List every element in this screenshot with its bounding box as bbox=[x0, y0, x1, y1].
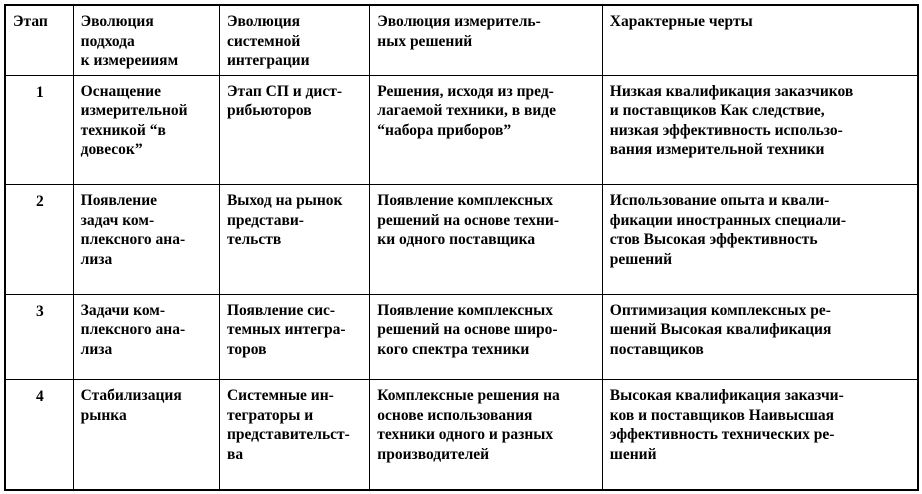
column-header-features: Характерные черты bbox=[602, 5, 918, 75]
cell-integration: Этап СП и дист- рибьюторов bbox=[219, 75, 369, 185]
table-row bbox=[5, 75, 918, 185]
column-header-integration: Эволюция системной интеграции bbox=[219, 5, 369, 75]
cell-features: Использование опыта и квали- фикации иностранных специали- стов Высокая эффективность решений bbox=[602, 185, 918, 295]
cell-approach: Появление задач ком- плексного ана- лиза bbox=[73, 185, 219, 295]
column-header-measurement: Эволюция измеритель- ных решений bbox=[370, 5, 603, 75]
cell-stage: 3 bbox=[5, 294, 73, 380]
cell-features: Низкая квалификация заказчиков и поставщиков Как следствие, низкая эффективность использо- вания измерительной техники bbox=[602, 75, 918, 185]
cell-measurement: Комплексные решения на основе использования техники одного и разных производителей bbox=[370, 380, 603, 490]
cell-features: Оптимизация комплексных ре- шений Высокая квалификация поставщиков bbox=[602, 294, 918, 380]
cell-integration: Появление сис- темных интегра- торов bbox=[219, 294, 369, 380]
cell-approach: Стабилизация рынка bbox=[73, 380, 219, 490]
cell-features: Высокая квалификация заказчи- ков и поставщиков Наивысшая эффективность технических ре- шений bbox=[602, 380, 918, 490]
cell-integration: Выход на рынок представи- тельств bbox=[219, 185, 369, 295]
cell-approach: Оснащение измерительной техникой “в довесок” bbox=[73, 75, 219, 185]
cell-measurement: Решения, исходя из пред- лагаемой техники, в виде “набора приборов” bbox=[370, 75, 603, 185]
table-head bbox=[5, 5, 918, 75]
cell-integration: Системные ин- теграторы и представительст- ва bbox=[219, 380, 369, 490]
column-header-stage: Этап bbox=[5, 5, 73, 75]
table-header-row bbox=[5, 5, 918, 75]
cell-stage: 2 bbox=[5, 185, 73, 295]
table-row bbox=[5, 380, 918, 490]
table-row bbox=[5, 185, 918, 295]
table-body bbox=[5, 75, 918, 490]
table-row bbox=[5, 294, 918, 380]
cell-approach: Задачи ком- плексного ана- лиза bbox=[73, 294, 219, 380]
cell-stage: 1 bbox=[5, 75, 73, 185]
evolution-table bbox=[4, 4, 919, 491]
cell-measurement: Появление комплексных решений на основе техни- ки одного поставщика bbox=[370, 185, 603, 295]
column-header-approach: Эволюция подхода к измереииям bbox=[73, 5, 219, 75]
cell-measurement: Появление комплексных решений на основе широ- кого спектра техники bbox=[370, 294, 603, 380]
cell-stage: 4 bbox=[5, 380, 73, 490]
